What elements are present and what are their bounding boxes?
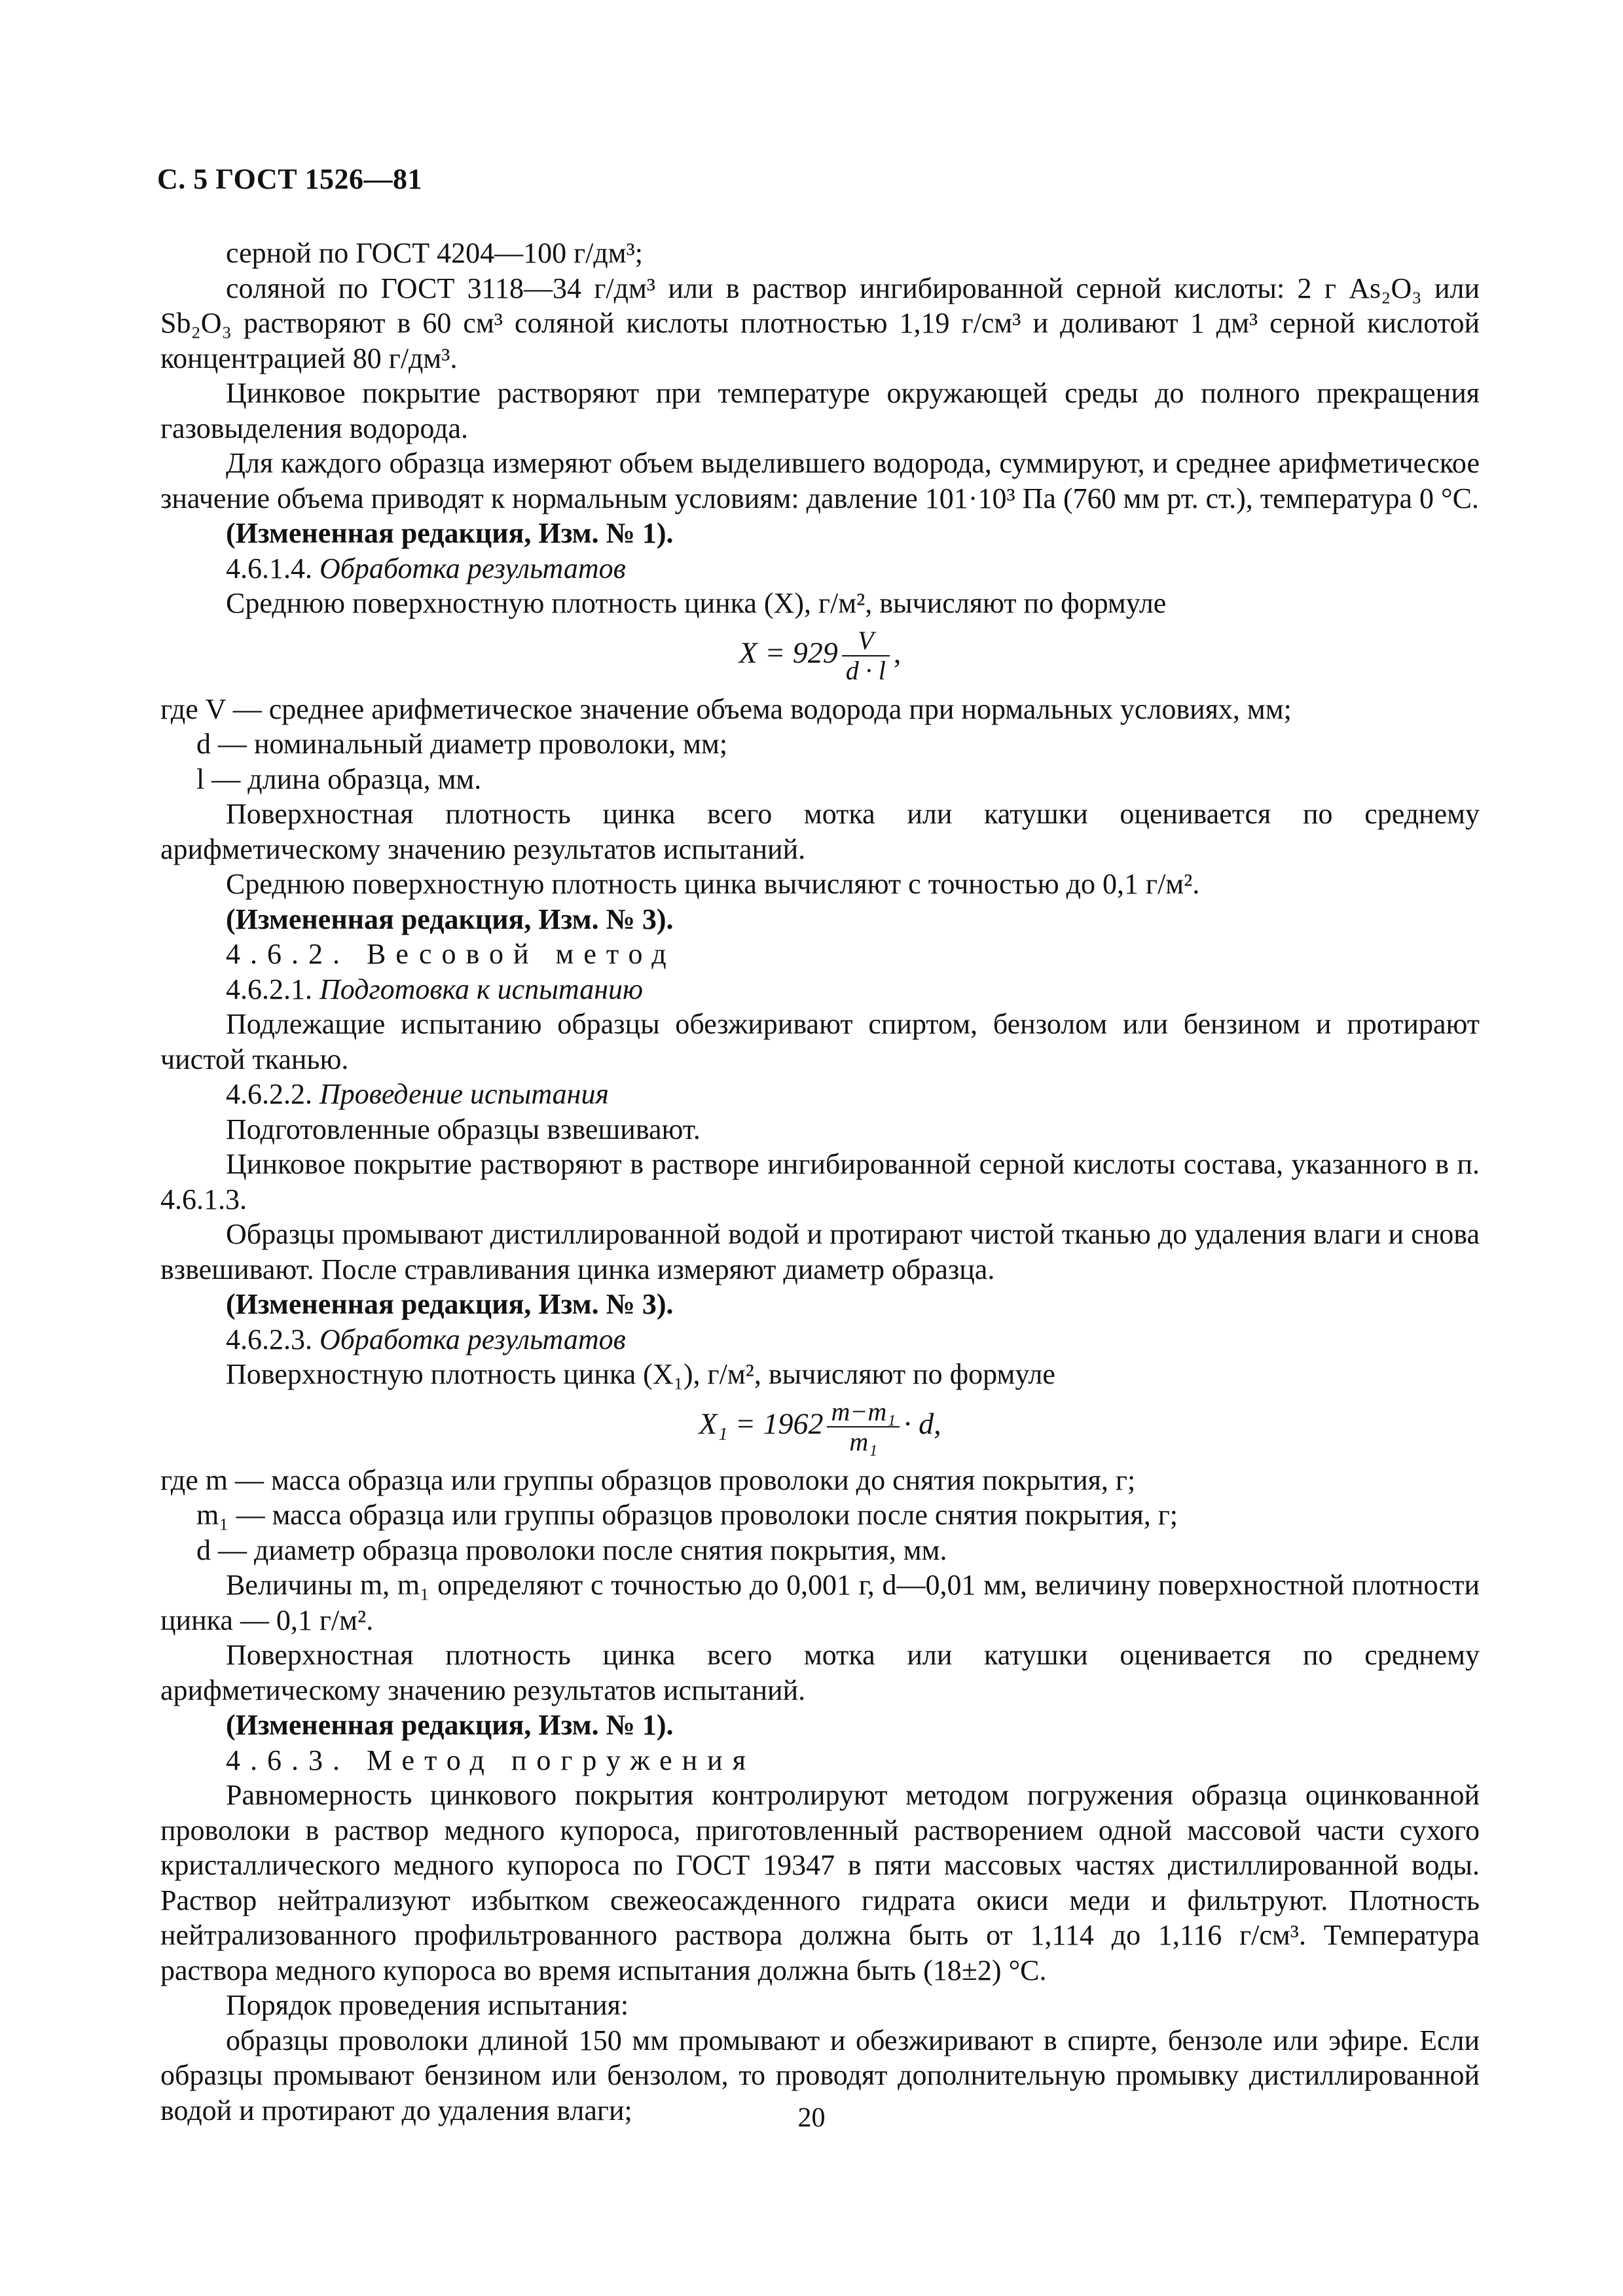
section-number: 4.6.2.2. bbox=[226, 1078, 319, 1110]
formula-tail: , bbox=[893, 636, 902, 670]
section-number: 4.6.2.1. bbox=[226, 973, 319, 1005]
paragraph: Подлежащие испытанию образцы обезжиривают спиртом, бензолом или бензином и протирают чистой тканью. bbox=[160, 1008, 1480, 1075]
formula-fraction bbox=[842, 626, 890, 685]
paragraph: Равномерность цинкового покрытия контролируют методом погружения образца оцинкованной проволоки в раствор медного купороса, приготовленный растворением одной массовой части сухого кристаллического медного купороса по ГОСТ 19347 в пяти массовых частях дистиллированной воды. Раствор нейтрализуют избытком свежеосажденного гидрата окиси меди и фильтруют. Плотность нейтрализованного профильтрованного раствора должна быть от 1,114 до 1,116 г/см³. Температура раствора медного купороса во время испытания должна быть (18±2) °С. bbox=[160, 1779, 1480, 1986]
document-body bbox=[160, 236, 1480, 2128]
variable-definition: где V — среднее арифметическое значение объема водорода при нормальных условиях, мм; bbox=[160, 692, 1292, 725]
variable-definition: d — номинальный диаметр проволоки, мм; bbox=[196, 728, 728, 760]
formula-tail: · d, bbox=[903, 1407, 941, 1441]
page-number: 20 bbox=[797, 2103, 826, 2133]
formula-fraction bbox=[827, 1397, 900, 1456]
variable-definition: где m — масса образца или группы образцов проволоки до снятия покрытия, г; bbox=[160, 1463, 1136, 1496]
amendment-note: (Измененная редакция, Изм. № 3). bbox=[226, 1288, 674, 1320]
variable-definition: l — длина образца, мм. bbox=[196, 762, 482, 795]
formula-x bbox=[160, 626, 1480, 685]
formula-numerator: m−m₁ bbox=[827, 1397, 900, 1427]
section-heading-4-6-2-2 bbox=[160, 1077, 1480, 1112]
amendment-note: (Измененная редакция, Изм. № 3). bbox=[226, 903, 674, 935]
paragraph: Порядок проведения испытания: bbox=[226, 1989, 629, 2021]
section-number: 4.6.1.4. bbox=[226, 552, 319, 584]
paragraph: серной по ГОСТ 4204—100 г/дм³; bbox=[226, 237, 644, 269]
formula-denominator: m₁ bbox=[849, 1426, 878, 1456]
section-heading-4-6-2: 4.6.2. Весовой метод bbox=[226, 938, 676, 970]
variable-definition: m₁ — масса образца или группы образцов проволоки после снятия покрытия, г; bbox=[196, 1499, 1178, 1531]
paragraph: Величины m, m₁ определяют с точностью до 0,001 г, d—0,01 мм, величину поверхностной плотности цинка — 0,1 г/м². bbox=[160, 1569, 1480, 1636]
paragraph: Среднюю поверхностную плотность цинка вычисляют с точностью до 0,1 г/м². bbox=[226, 868, 1200, 900]
section-title: Обработка результатов bbox=[319, 552, 626, 584]
paragraph: Поверхностная плотность цинка всего мотка или катушки оценивается по среднему арифметическому значению результатов испытаний. bbox=[160, 798, 1480, 865]
paragraph: Для каждого образца измеряют объем выделившего водорода, суммируют, и среднее арифметическое значение объема приводят к нормальным условиям: давление 101·10³ Па (760 мм рт. ст.), температура 0 °С. bbox=[160, 447, 1480, 514]
amendment-note: (Измененная редакция, Изм. № 1). bbox=[226, 1709, 674, 1741]
paragraph: Поверхностную плотность цинка (X₁), г/м², вычисляют по формуле bbox=[226, 1358, 1055, 1390]
formula-lhs: X₁ = 1962 bbox=[699, 1407, 824, 1441]
paragraph: Образцы промывают дистиллированной водой и протирают чистой тканью до удаления влаги и снова взвешивают. После стравливания цинка измеряют диаметр образца. bbox=[160, 1218, 1480, 1285]
section-title: Проведение испытания bbox=[319, 1078, 609, 1110]
formula-numerator: V bbox=[842, 626, 890, 656]
section-heading-4-6-2-3 bbox=[160, 1322, 1480, 1357]
section-number: 4.6.2.3. bbox=[226, 1323, 319, 1355]
section-heading-4-6-2-1 bbox=[160, 972, 1480, 1007]
paragraph: соляной по ГОСТ 3118—34 г/дм³ или в раствор ингибированной серной кислоты: 2 г As₂O₃ или Sb₂O₃ растворяют в 60 см³ соляной кислоты плотностью 1,19 г/см³ и доливают 1 дм³ серной кислотой концентрацией 80 г/дм³. bbox=[160, 272, 1480, 374]
formula-x1 bbox=[160, 1397, 1480, 1456]
section-heading-4-6-3: 4.6.3. Метод погружения bbox=[226, 1744, 756, 1776]
paragraph: Цинковое покрытие растворяют при температуре окружающей среды до полного прекращения газовыделения водорода. bbox=[160, 377, 1480, 444]
paragraph: Среднюю поверхностную плотность цинка (X), г/м², вычисляют по формуле bbox=[226, 587, 1167, 619]
section-title: Подготовка к испытанию bbox=[319, 973, 644, 1005]
paragraph: Поверхностная плотность цинка всего мотка или катушки оценивается по среднему арифметическому значению результатов испытаний. bbox=[160, 1639, 1480, 1706]
paragraph: Цинковое покрытие растворяют в растворе ингибированной серной кислоты состава, указанного в п. 4.6.1.3. bbox=[160, 1148, 1480, 1215]
formula-denominator: d · l bbox=[845, 655, 886, 685]
amendment-note: (Измененная редакция, Изм. № 1). bbox=[226, 517, 674, 549]
section-title: Обработка результатов bbox=[319, 1323, 626, 1355]
running-header: С. 5 ГОСТ 1526—81 bbox=[157, 163, 423, 195]
paragraph: Подготовленные образцы взвешивают. bbox=[226, 1113, 701, 1145]
formula-lhs: X = 929 bbox=[739, 636, 838, 670]
paragraph: образцы проволоки длиной 150 мм промывают и обезжиривают в спирте, бензоле или эфире. Если образцы промывают бензином или бензолом, то проводят дополнительную промывку дистиллированной водой и протирают до удаления влаги; bbox=[160, 2024, 1480, 2126]
variable-definition: d — диаметр образца проволоки после снятия покрытия, мм. bbox=[196, 1534, 947, 1566]
section-heading-4-6-1-4 bbox=[160, 551, 1480, 586]
